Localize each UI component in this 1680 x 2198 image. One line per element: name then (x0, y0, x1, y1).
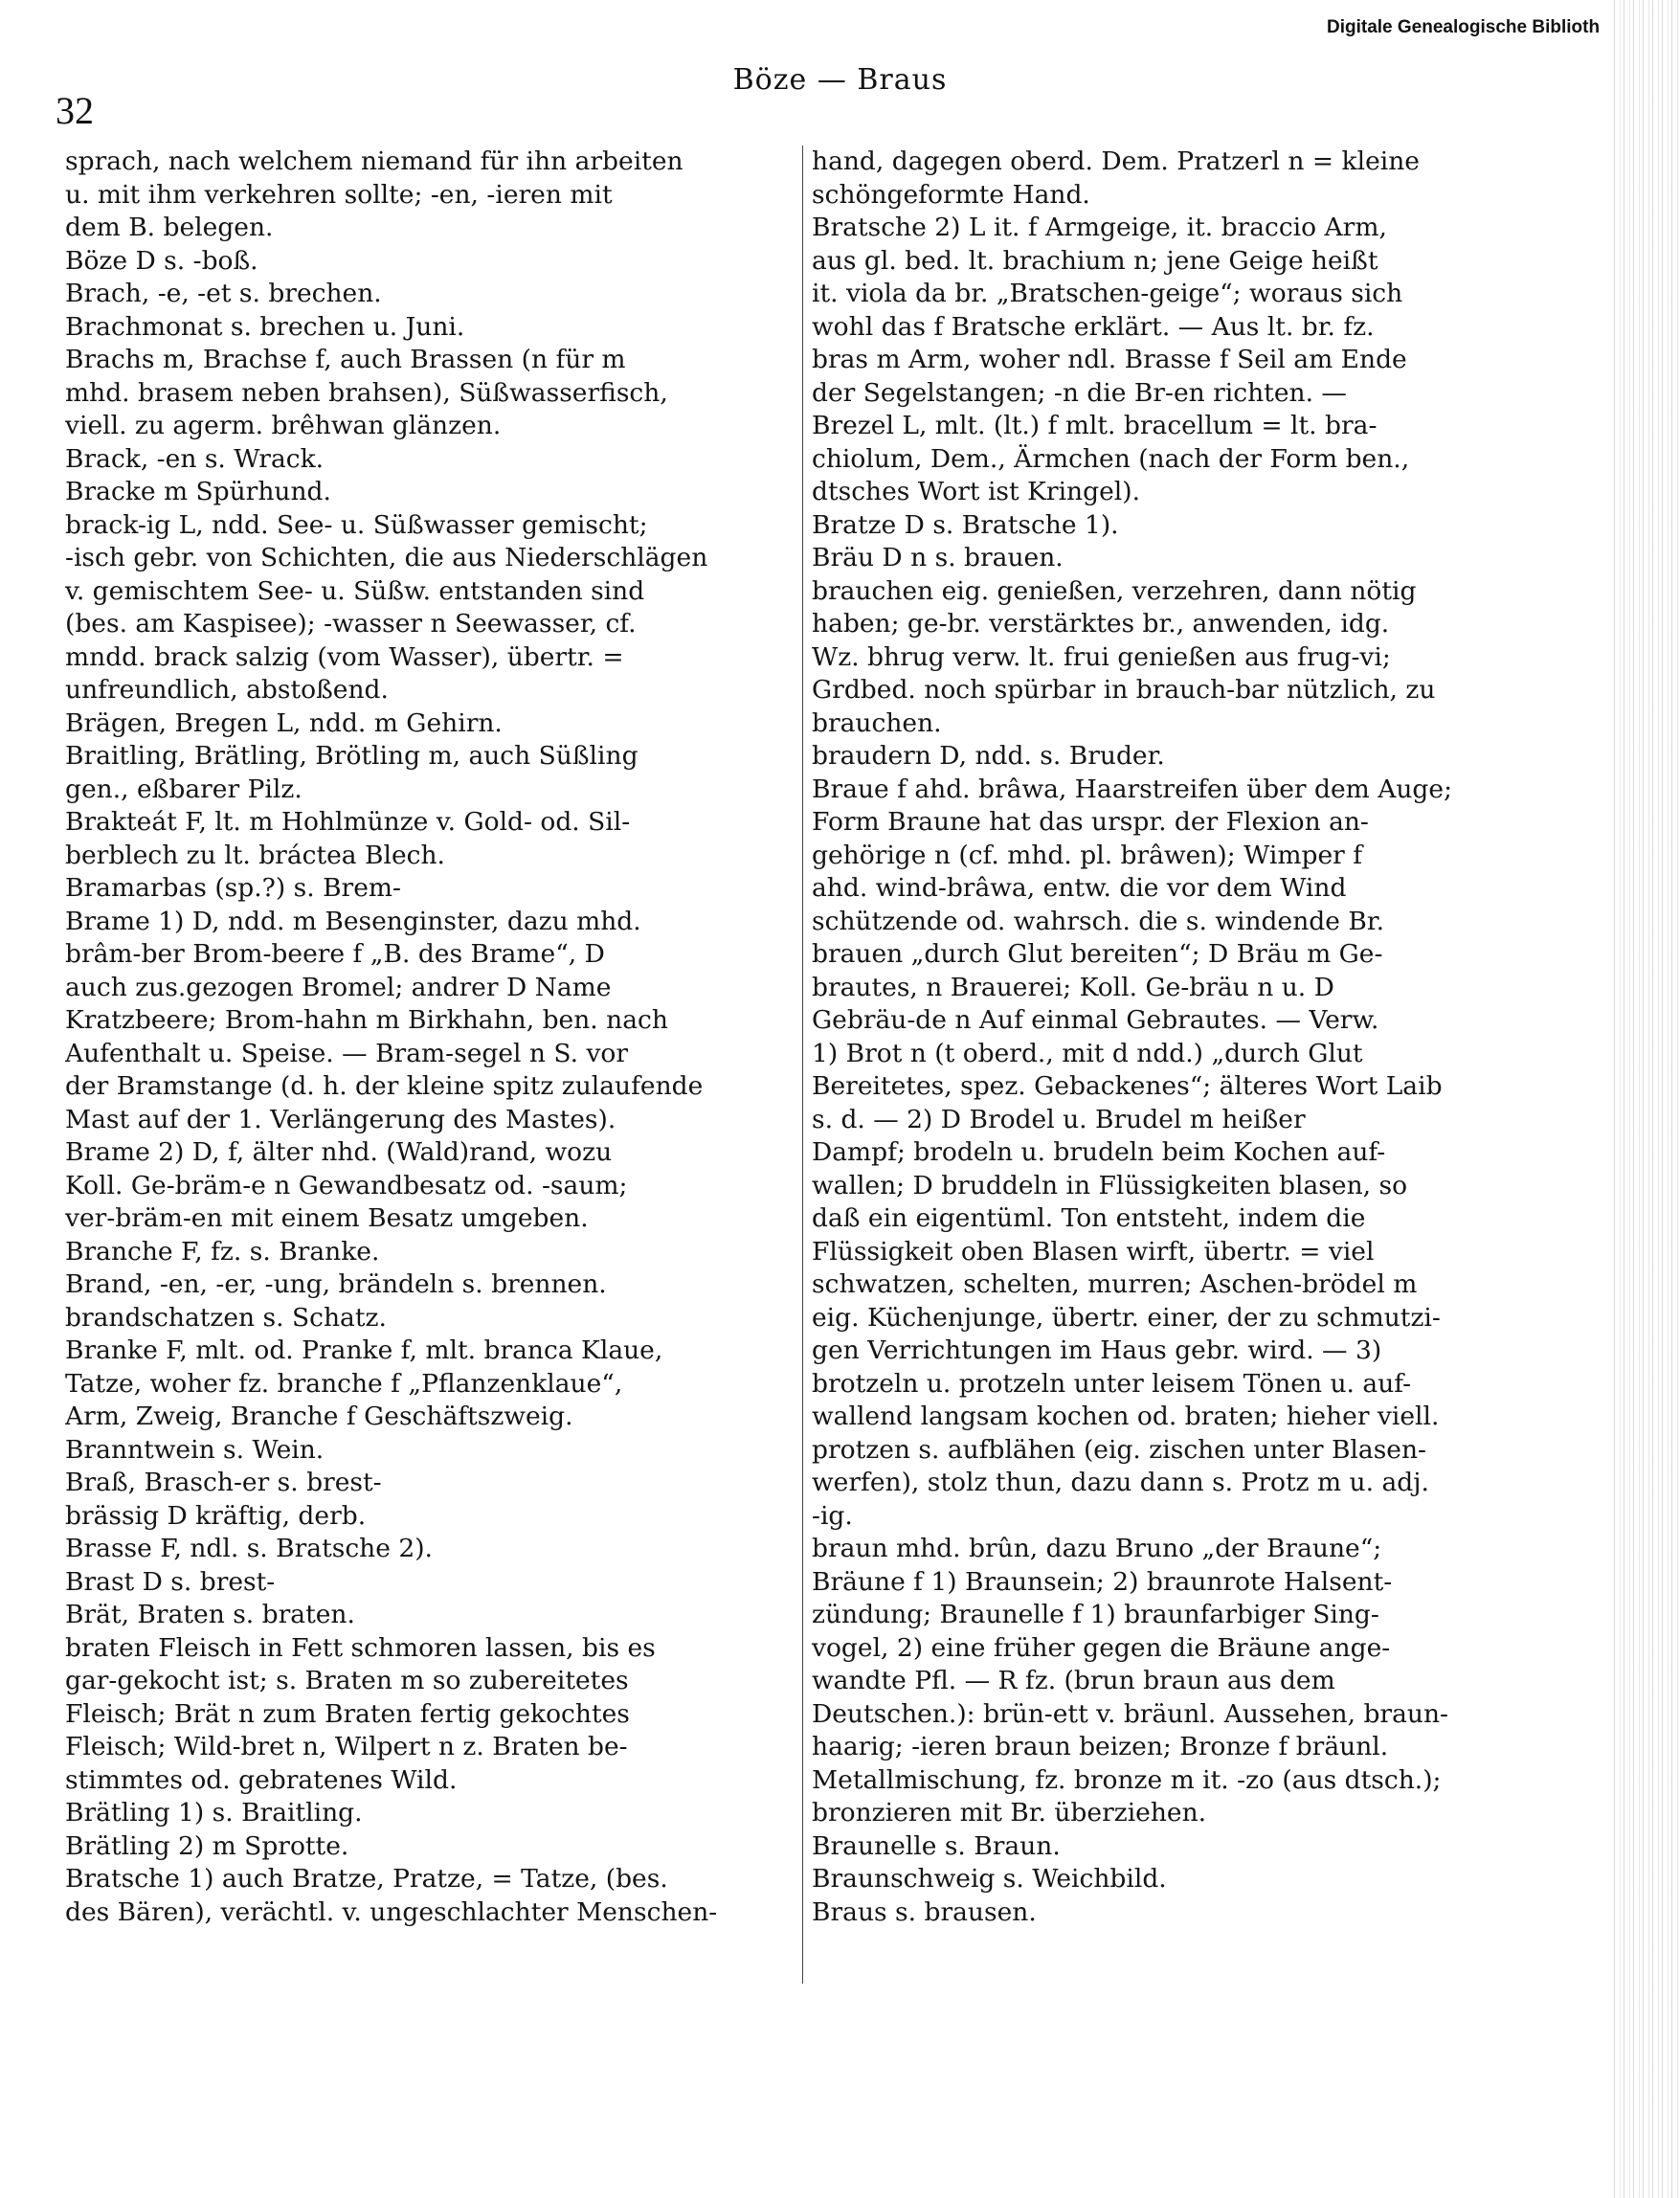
text-line: ahd. wind-brâwa, entw. die vor dem Wind (812, 873, 1347, 903)
running-head: Böze — Braus (732, 63, 948, 97)
text-line: gen Verrichtungen im Haus gebr. wird. — 3) (812, 1335, 1382, 1365)
text-line: mhd. brasem neben brahsen), Süßwasserfisch, (65, 377, 668, 408)
text-line: Braitling, Brätling, Brötling m, auch Süßling (65, 741, 638, 771)
text-line: Braus s. brausen. (812, 1896, 1037, 1927)
text-line: Aufenthalt u. Speise. — Bram-segel n S. vor (65, 1038, 629, 1068)
text-line: braudern D, ndd. s. Bruder. (812, 741, 1165, 771)
text-line: Bräu D n s. brauen. (812, 543, 1064, 572)
text-line: Form Braune hat das urspr. der Flexion an- (812, 807, 1369, 837)
text-line: -isch gebr. von Schichten, die aus Niederschlägen (65, 543, 708, 572)
text-line: Bratze D s. Bratsche 1). (812, 509, 1119, 540)
text-line: vogel, 2) eine früher gegen die Bräune ange- (812, 1632, 1391, 1663)
text-line: wohl das f Bratsche erklärt. — Aus lt. br. fz. (812, 311, 1375, 342)
text-line: dem B. belegen. (65, 213, 274, 242)
text-line: Braß, Brasch-er s. brest- (65, 1468, 382, 1497)
text-line: Brand, -en, -er, -ung, brändeln s. brennen. (65, 1269, 607, 1299)
text-line: brässig D kräftig, derb. (65, 1500, 367, 1531)
text-line: haarig; -ieren braun beizen; Bronze f bräunl. (812, 1732, 1389, 1761)
text-line: viell. zu agerm. brêhwan glänzen. (65, 411, 502, 440)
text-line: Bratsche 1) auch Bratze, Pratze, = Tatze, (bes. (65, 1864, 668, 1894)
text-line: Braunschweig s. Weichbild. (812, 1864, 1167, 1894)
text-line: Brezel L, mlt. (lt.) f mlt. bracellum = lt. bra- (812, 411, 1378, 440)
text-line: Brägen, Bregen L, ndd. m Gehirn. (65, 707, 503, 738)
text-line: (bes. am Kaspisee); -wasser n Seewasser, cf. (65, 609, 637, 639)
text-line: chiolum, Dem., Ärmchen (nach der Form ben., (812, 443, 1410, 474)
text-line: Bracke m Spürhund. (65, 477, 331, 506)
text-line: schwatzen, schelten, murren; Aschen-brödel m (812, 1269, 1418, 1299)
text-line: Brät, Braten s. braten. (65, 1600, 355, 1629)
text-line: Bramarbas (sp.?) s. Brem- (65, 873, 401, 903)
text-line: stimmtes od. gebratenes Wild. (65, 1764, 458, 1795)
text-line: Brachs m, Brachse f, auch Brassen (n für m (65, 345, 626, 374)
text-line: wallend langsam kochen od. braten; hieher viell. (812, 1402, 1440, 1431)
text-line: 1) Brot n (t oberd., mit d ndd.) „durch Glut (812, 1038, 1363, 1068)
text-line: eig. Küchenjunge, übertr. einer, der zu schmutzi- (812, 1302, 1441, 1333)
text-line: gehörige n (cf. mhd. pl. brâwen); Wimper f (812, 840, 1363, 870)
text-line: Brachmonat s. brechen u. Juni. (65, 311, 465, 342)
text-line: protzen s. aufblähen (eig. zischen unter Blasen- (812, 1434, 1427, 1465)
text-line: der Segelstangen; -n die Br-en richten. — (812, 377, 1347, 408)
text-line: Brame 1) D, ndd. m Besenginster, dazu mhd. (65, 906, 641, 936)
text-line: Brakteát F, lt. m Hohlmünze v. Gold- od. Sil- (65, 807, 631, 837)
text-line: v. gemischtem See- u. Süßw. entstanden sind (65, 575, 645, 606)
text-line: sprach, nach welchem niemand für ihn arbeiten (65, 146, 683, 176)
text-line: Branke F, mlt. od. Pranke f, mlt. branca Klaue, (65, 1335, 663, 1365)
text-line: Braunelle s. Braun. (812, 1830, 1061, 1861)
text-line: Metallmischung, fz. bronze m it. -zo (aus dtsch.); (812, 1764, 1442, 1795)
text-line: brotzeln u. protzeln unter leisem Tönen u. auf- (812, 1368, 1412, 1399)
text-line: Wz. bhrug verw. lt. frui genießen aus frug-vi; (812, 641, 1391, 672)
text-line: Deutschen.): brün-ett v. bräunl. Aussehen, braun- (812, 1698, 1448, 1729)
text-line: Brack, -en s. Wrack. (65, 443, 325, 474)
text-line: brandschatzen s. Schatz. (65, 1302, 387, 1333)
text-line: braten Fleisch in Fett schmoren lassen, bis es (65, 1632, 656, 1663)
text-line: der Bramstange (d. h. der kleine spitz zulaufende (65, 1071, 704, 1101)
text-line: Brätling 2) m Sprotte. (65, 1830, 349, 1861)
text-line: u. mit ihm verkehren sollte; -en, -ieren mit (65, 179, 613, 210)
text-line: haben; ge-br. verstärktes br., anwenden, idg. (812, 609, 1390, 639)
library-watermark: Digitale Genealogische Biblioth (1327, 17, 1601, 37)
text-line: Bräune f 1) Braunsein; 2) braunrote Halsent- (812, 1566, 1393, 1597)
text-line: Flüssigkeit oben Blasen wirft, übertr. = viel (812, 1236, 1375, 1267)
text-line: Braue f ahd. brâwa, Haarstreifen über dem Auge; (812, 774, 1452, 804)
text-line: zündung; Braunelle f 1) braunfarbiger Sing- (812, 1600, 1379, 1629)
text-line: -ig. (812, 1500, 853, 1531)
text-line: Brach, -e, -et s. brechen. (65, 279, 382, 308)
text-line: Gebräu-de n Auf einmal Gebrautes. — Verw. (812, 1005, 1379, 1035)
column-divider (802, 146, 803, 1984)
text-line: Dampf; brodeln u. brudeln beim Kochen auf- (812, 1137, 1386, 1167)
text-line: Brast D s. brest- (65, 1566, 276, 1597)
text-line: schützende od. wahrsch. die s. windende Br. (812, 906, 1384, 936)
text-line: dtsches Wort ist Kringel). (812, 477, 1140, 506)
text-line: wallen; D bruddeln in Flüssigkeiten blasen, so (812, 1170, 1408, 1200)
left-column (65, 146, 793, 2118)
text-line: des Bären), verächtl. v. ungeschlachter Menschen- (65, 1896, 718, 1927)
text-line: hand, dagegen oberd. Dem. Pratzerl n = kleine (812, 146, 1420, 176)
text-line: it. viola da br. „Bratschen-geige“; woraus sich (812, 279, 1403, 308)
text-line: gen., eßbarer Pilz. (65, 774, 302, 804)
text-line: brautes, n Brauerei; Koll. Ge-bräu n u. D (812, 972, 1334, 1002)
text-line: Koll. Ge-bräm-e n Gewandbesatz od. -saum; (65, 1170, 628, 1200)
text-line: Fleisch; Wild-bret n, Wilpert n z. Braten be- (65, 1732, 628, 1761)
scanned-page-edge (1611, 0, 1680, 2198)
text-line: bronzieren mit Br. überziehen. (812, 1798, 1207, 1828)
text-line: Grdbed. noch spürbar in brauch-bar nützlich, zu (812, 675, 1436, 705)
text-line: Kratzbeere; Brom-hahn m Birkhahn, ben. nach (65, 1005, 668, 1035)
text-line: Branche F, fz. s. Branke. (65, 1236, 380, 1267)
text-line: Brame 2) D, f, älter nhd. (Wald)rand, wozu (65, 1137, 613, 1167)
text-line: brauen „durch Glut bereiten“; D Bräu m Ge- (812, 939, 1383, 969)
text-line: Branntwein s. Wein. (65, 1434, 325, 1465)
text-line: brauchen eig. genießen, verzehren, dann nötig (812, 575, 1417, 606)
text-line: schöngeformte Hand. (812, 179, 1090, 210)
text-line: Bereitetes, spez. Gebackenes“; älteres Wort Laib (812, 1071, 1443, 1101)
text-line: brack-ig L, ndd. See- u. Süßwasser gemischt; (65, 509, 648, 540)
text-line: Brasse F, ndl. s. Bratsche 2). (65, 1534, 433, 1563)
text-line: brâm-ber Brom-beere f „B. des Brame“, D (65, 939, 605, 969)
text-line: unfreundlich, abstoßend. (65, 675, 389, 705)
text-line: werfen), stolz thun, dazu dann s. Protz m u. adj. (812, 1468, 1429, 1497)
text-line: Tatze, woher fz. branche f „Pflanzenklaue“, (65, 1368, 623, 1399)
text-line: mndd. brack salzig (vom Wasser), übertr. = (65, 641, 624, 672)
text-line: Arm, Zweig, Branche f Geschäftszweig. (65, 1402, 573, 1431)
text-line: Brätling 1) s. Braitling. (65, 1798, 363, 1828)
text-line: Bratsche 2) L it. f Armgeige, it. braccio Arm, (812, 213, 1387, 242)
text-line: wandte Pfl. — R fz. (brun braun aus dem (812, 1666, 1335, 1695)
text-line: s. d. — 2) D Brodel u. Brudel m heißer (812, 1104, 1306, 1134)
text-line: aus gl. bed. lt. brachium n; jene Geige heißt (812, 245, 1378, 276)
text-line: gar-gekocht ist; s. Braten m so zubereitetes (65, 1666, 629, 1695)
page-number: 32 (56, 89, 94, 132)
text-line: auch zus.gezogen Bromel; andrer D Name (65, 972, 612, 1002)
text-line: brauchen. (812, 707, 942, 738)
text-line: braun mhd. brûn, dazu Bruno „der Braune“; (812, 1534, 1382, 1563)
text-line: daß ein eigentüml. Ton entsteht, indem die (812, 1203, 1366, 1233)
text-line: Böze D s. -boß. (65, 245, 258, 276)
text-line: ver-bräm-en mit einem Besatz umgeben. (65, 1203, 589, 1233)
text-line: Fleisch; Brät n zum Braten fertig gekochtes (65, 1698, 630, 1729)
right-column (812, 146, 1539, 2118)
text-line: bras m Arm, woher ndl. Brasse f Seil am Ende (812, 345, 1407, 374)
text-line: berblech zu lt. bráctea Blech. (65, 840, 445, 870)
text-line: Mast auf der 1. Verlängerung des Mastes). (65, 1104, 616, 1134)
